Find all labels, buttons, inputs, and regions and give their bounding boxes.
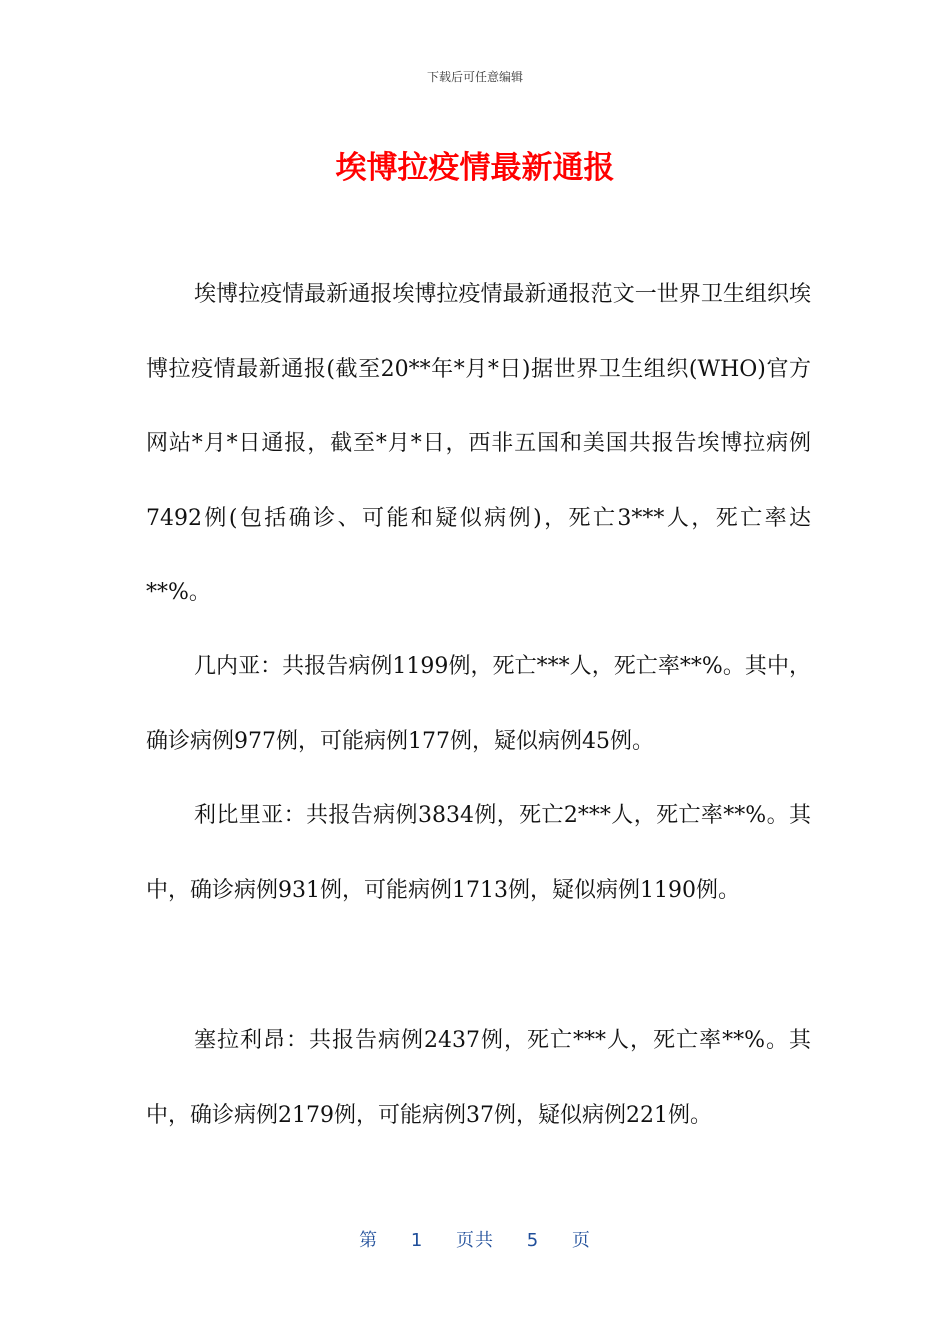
paragraph-intro: [146, 258, 811, 631]
paragraph-liberia: [146, 779, 811, 928]
footer-prefix: 第: [359, 1230, 379, 1251]
footer-middle: 页共: [456, 1230, 494, 1251]
document-title: 埃博拉疫情最新通报: [335, 150, 615, 186]
footer-total-pages: 5: [526, 1230, 540, 1251]
footer-current-page: 1: [410, 1230, 424, 1251]
page-footer: [0, 1226, 950, 1252]
footer-suffix: 页: [571, 1230, 591, 1251]
paragraph-text: 塞拉利昂：共报告病例2437例，死亡***人，死亡率**%。其中，确诊病例2179例，可能病例37例，疑似病例221例。: [146, 1028, 811, 1128]
paragraph-text: 几内亚：共报告病例1199例，死亡***人，死亡率**%。其中，确诊病例977例，可能病例177例，疑似病例45例。: [146, 654, 811, 754]
paragraph-guinea: [146, 630, 811, 779]
paragraph-text: 埃博拉疫情最新通报埃博拉疫情最新通报范文一世界卫生组织埃博拉疫情最新通报(截至20**年*月*日)据世界卫生组织(WHO)官方网站*月*日通报，截至*月*日，西非五国和美国共报告埃博拉病例7492例(包括确诊、可能和疑似病例)，死亡3***人，死亡率达**%。: [146, 282, 811, 605]
header-note: 下载后可任意编辑: [426, 70, 523, 84]
paragraph-text: 利比里亚：共报告病例3834例，死亡2***人，死亡率**%。其中，确诊病例931例，可能病例1713例，疑似病例1190例。: [146, 803, 811, 903]
paragraph-sierra-leone: [146, 1004, 811, 1153]
